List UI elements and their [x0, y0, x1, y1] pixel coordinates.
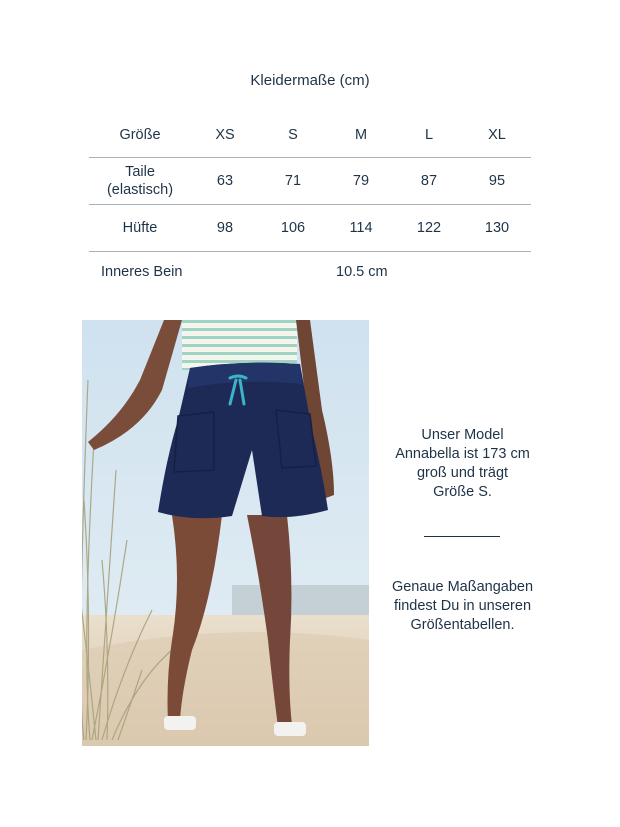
- table-cell: 130: [463, 205, 531, 252]
- table-row-waist: [89, 158, 531, 205]
- header-m: M: [327, 112, 395, 158]
- table-cell: 122: [395, 205, 463, 252]
- table-row-hip: [89, 205, 531, 252]
- size-info-caption: [385, 578, 540, 635]
- header-s: S: [259, 112, 327, 158]
- table-cell: 98: [191, 205, 259, 252]
- row-label-waist-line1: Taile: [125, 164, 155, 180]
- table-cell: 87: [395, 158, 463, 205]
- caption-line: Größe S.: [433, 484, 492, 500]
- row-label-hip: Hüfte: [89, 205, 191, 252]
- header-l: L: [395, 112, 463, 158]
- caption-line: Annabella ist 173 cm: [395, 446, 530, 462]
- table-cell: 79: [327, 158, 395, 205]
- caption-line: Unser Model: [421, 427, 504, 443]
- table-cell: 106: [259, 205, 327, 252]
- header-xl: XL: [463, 112, 531, 158]
- caption-line: groß und trägt: [416, 465, 509, 481]
- model-photo: [82, 320, 369, 746]
- row-label-waist-line2: (elastisch): [106, 182, 174, 198]
- size-table: [89, 112, 531, 252]
- left-sandal: [164, 716, 196, 730]
- table-cell: 114: [327, 205, 395, 252]
- caption-divider: [424, 536, 500, 537]
- header-xs: XS: [191, 112, 259, 158]
- table-cell: 95: [463, 158, 531, 205]
- size-chart-title: Kleidermaße (cm): [250, 72, 370, 89]
- caption-line: Genaue Maßangaben: [391, 579, 534, 595]
- right-sandal: [274, 722, 306, 736]
- striped-top: [182, 320, 297, 370]
- caption-line: Größentabellen.: [410, 617, 515, 633]
- model-caption: [385, 426, 540, 502]
- row-label-waist: [89, 158, 191, 205]
- table-cell: 63: [191, 158, 259, 205]
- inseam-label: Inneres Bein: [101, 264, 183, 280]
- table-header-row: [89, 112, 531, 158]
- table-cell: 71: [259, 158, 327, 205]
- header-size: Größe: [89, 112, 191, 158]
- inseam-value: 10.5 cm: [336, 264, 388, 280]
- caption-line: findest Du in unseren: [393, 598, 532, 614]
